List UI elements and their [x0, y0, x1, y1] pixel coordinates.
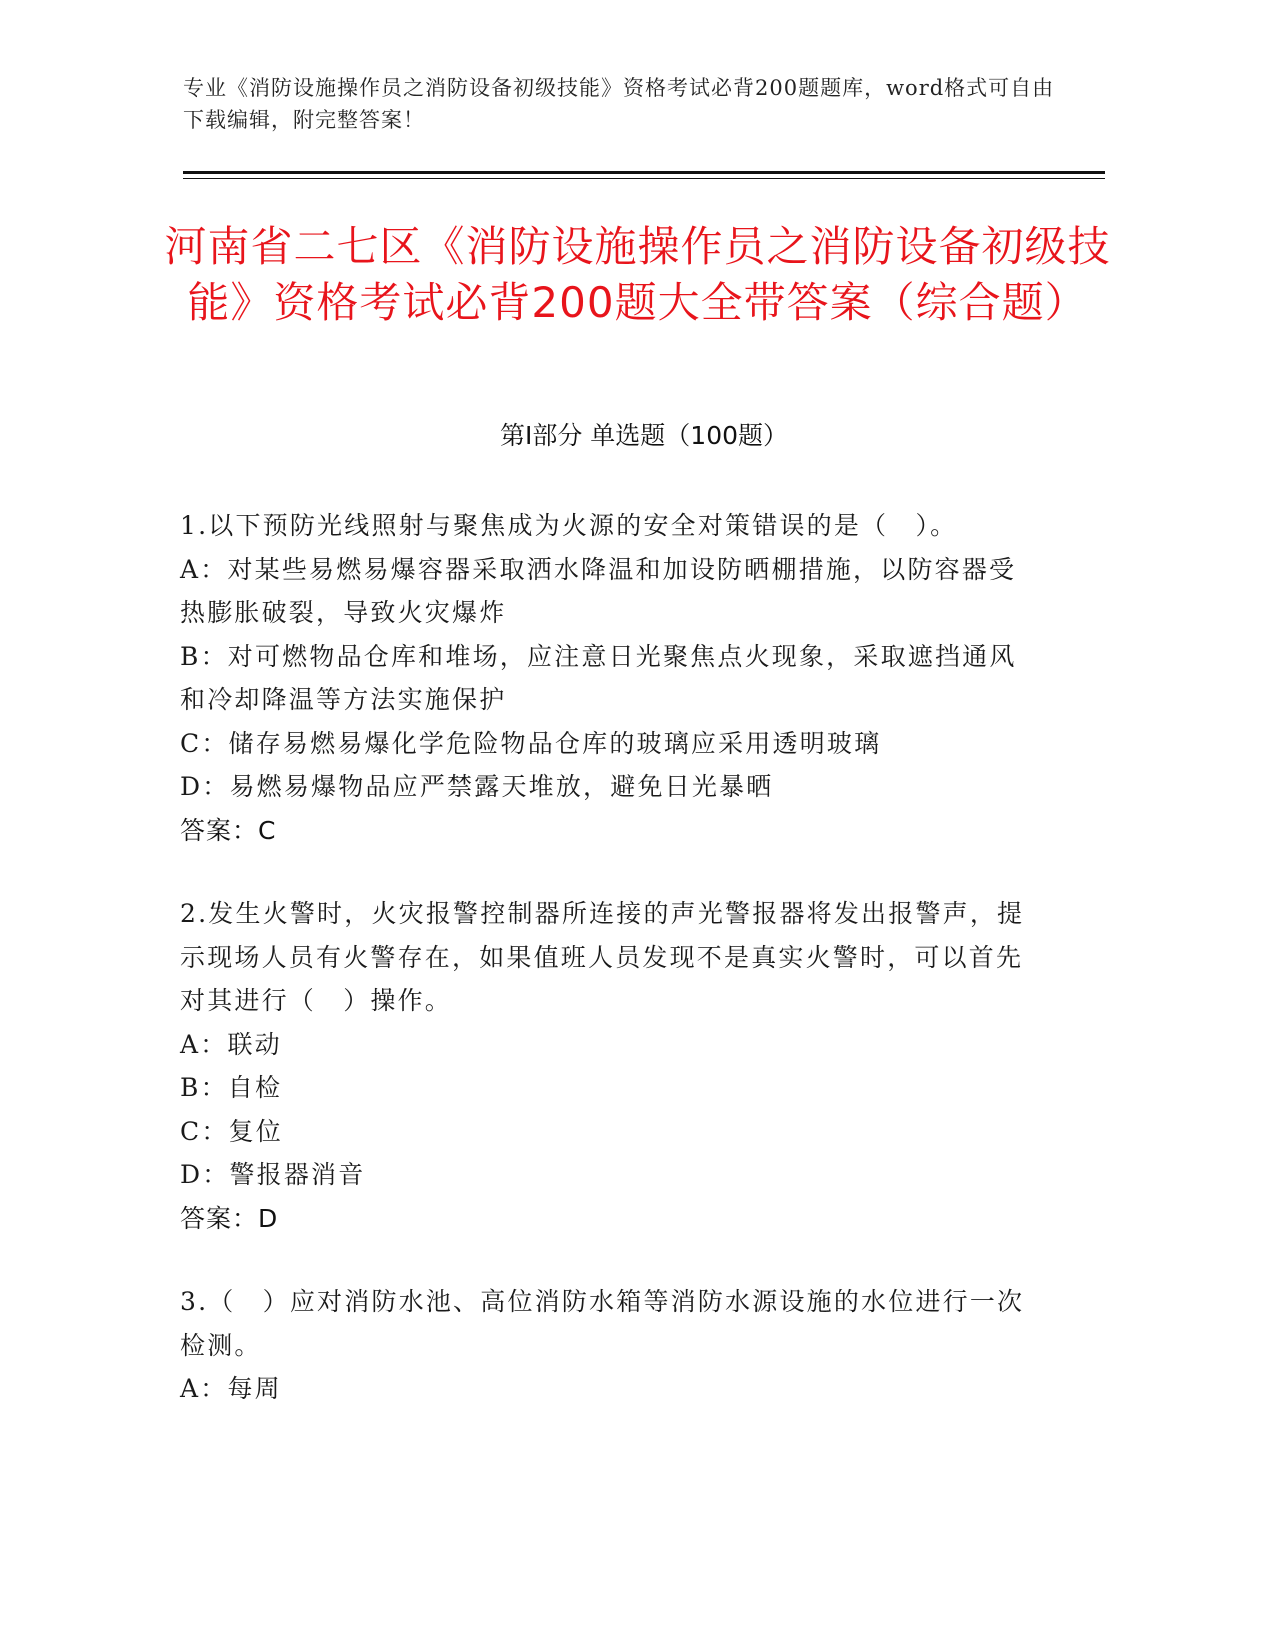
option-a: A：联动 — [180, 1029, 282, 1059]
section-title: 第I部分 单选题（100题） — [499, 421, 789, 450]
header-divider-thick — [183, 171, 1105, 174]
option-d: D：易燃易爆物品应严禁露天堆放，避免日光暴晒 — [180, 772, 774, 801]
header-divider-thin — [183, 178, 1105, 179]
option-c: C：复位 — [180, 1116, 283, 1146]
question-1 — [180, 504, 1030, 852]
option-b: B：对可燃物品仓库和堆场，应注意日光聚焦点火现象，采取遮挡通风和冷却降温等方法实施保护 — [180, 641, 1017, 714]
question-stem: 1.以下预防光线照射与聚焦成为火源的安全对策错误的是（ ）。 — [180, 511, 958, 540]
header-note: 专业《消防设施操作员之消防设备初级技能》资格考试必背200题题库，word格式可自由下载编辑，附完整答案！ — [183, 76, 1055, 132]
answer: 答案：D — [180, 1203, 279, 1233]
answer: 答案：C — [180, 815, 277, 845]
option-c: C：储存易燃易爆化学危险物品仓库的玻璃应采用透明玻璃 — [180, 728, 882, 758]
option-a: A：每周 — [180, 1374, 282, 1403]
option-a: A：对某些易燃易爆容器采取洒水降温和加设防晒棚措施，以防容器受热膨胀破裂，导致火灾爆炸 — [180, 554, 1017, 627]
question-list — [180, 504, 1030, 1451]
question-3 — [180, 1280, 1030, 1411]
document-title: 河南省二七区《消防设施操作员之消防设备初级技能》资格考试必背200题大全带答案（综合题） — [164, 222, 1111, 327]
option-b: B：自检 — [180, 1073, 283, 1102]
question-stem: 2.发生火警时，火灾报警控制器所连接的声光警报器将发出报警声，提示现场人员有火警存在，如果值班人员发现不是真实火警时，可以首先对其进行（ ）操作。 — [180, 899, 1025, 1015]
question-stem: 3.（ ）应对消防水池、高位消防水箱等消防水源设施的水位进行一次检测。 — [180, 1287, 1025, 1360]
option-d: D：警报器消音 — [180, 1160, 366, 1189]
question-2 — [180, 892, 1030, 1240]
